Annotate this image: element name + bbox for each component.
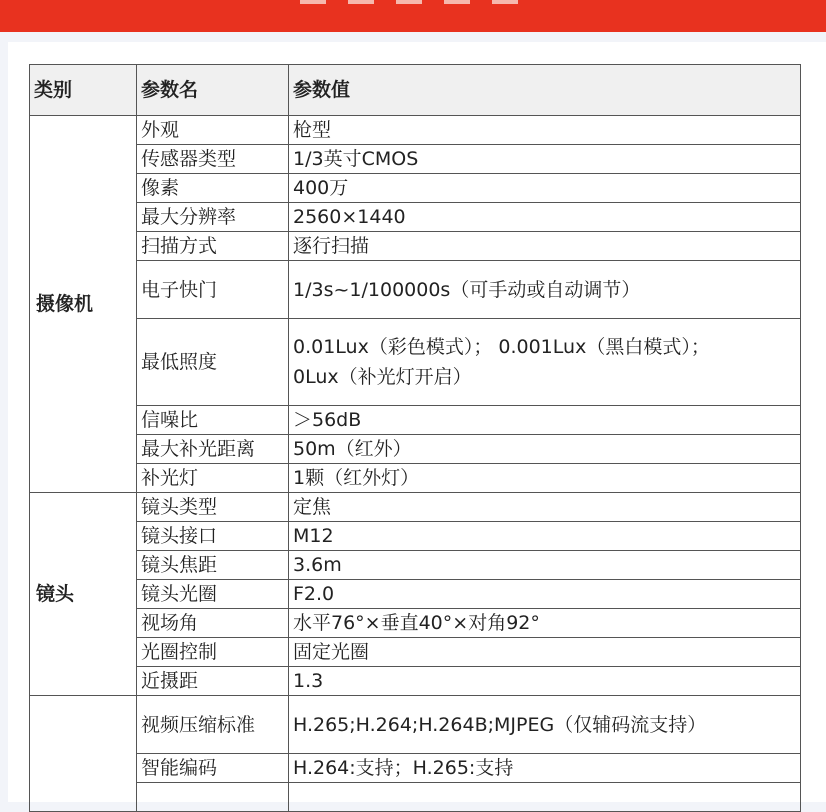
banner-title-fragment: [300, 0, 520, 6]
param-name: 像素: [137, 174, 289, 203]
table-row: [30, 319, 801, 406]
param-name: 光圈控制: [137, 638, 289, 667]
table-row: [30, 638, 801, 667]
param-value: 水平76°×垂直40°×对角92°: [289, 609, 801, 638]
header-param-value: 参数值: [289, 65, 801, 116]
param-name: 外观: [137, 116, 289, 145]
param-value: 2560×1440: [289, 203, 801, 232]
param-value: 400万: [289, 174, 801, 203]
param-value: 1颗（红外灯）: [289, 464, 801, 493]
param-value: 50m（红外）: [289, 435, 801, 464]
table-row: [30, 145, 801, 174]
table-row: [30, 580, 801, 609]
table-row: [30, 116, 801, 145]
param-value: M12: [289, 522, 801, 551]
category-video: [30, 696, 137, 812]
table-row: [30, 174, 801, 203]
param-value: [289, 783, 801, 812]
param-name: 镜头接口: [137, 522, 289, 551]
table-row: [30, 609, 801, 638]
table-row: [30, 522, 801, 551]
table-row: [30, 435, 801, 464]
header-param-name: 参数名: [137, 65, 289, 116]
table-row: [30, 551, 801, 580]
table-row: [30, 232, 801, 261]
param-name: 最大分辨率: [137, 203, 289, 232]
param-name: 补光灯: [137, 464, 289, 493]
param-value: 枪型: [289, 116, 801, 145]
table-row: [30, 493, 801, 522]
table-row: [30, 783, 801, 812]
param-value: H.264:支持；H.265:支持: [289, 754, 801, 783]
param-name: 视场角: [137, 609, 289, 638]
table-row: [30, 464, 801, 493]
param-value: 3.6m: [289, 551, 801, 580]
header-category: 类别: [30, 65, 137, 116]
param-name: 近摄距: [137, 667, 289, 696]
category-lens: 镜头: [30, 493, 137, 696]
param-value: 1/3s~1/100000s（可手动或自动调节）: [289, 261, 801, 319]
param-name: 镜头光圈: [137, 580, 289, 609]
spec-table: [29, 64, 801, 812]
param-name: 信噪比: [137, 406, 289, 435]
category-camera: 摄像机: [30, 116, 137, 493]
param-value-multiline: [289, 319, 801, 406]
table-row: [30, 261, 801, 319]
param-value-line-1: 0.01Lux（彩色模式）； 0.001Lux（黑白模式）；: [293, 336, 710, 358]
param-name: 传感器类型: [137, 145, 289, 174]
top-banner: [0, 0, 826, 32]
param-value: 固定光圈: [289, 638, 801, 667]
param-name: 扫描方式: [137, 232, 289, 261]
table-row: [30, 754, 801, 783]
param-value-line-2: 0Lux（补光灯开启）: [293, 366, 472, 388]
param-name: 电子快门: [137, 261, 289, 319]
table-row: [30, 406, 801, 435]
table-row: [30, 667, 801, 696]
param-value: 1.3: [289, 667, 801, 696]
param-name: 最大补光距离: [137, 435, 289, 464]
param-value: 1/3英寸CMOS: [289, 145, 801, 174]
param-name: 视频压缩标准: [137, 696, 289, 754]
param-value: 定焦: [289, 493, 801, 522]
param-value: H.265;H.264;H.264B;MJPEG（仅辅码流支持）: [289, 696, 801, 754]
table-header-row: [30, 65, 801, 116]
param-name: [137, 783, 289, 812]
table-row: [30, 696, 801, 754]
table-row: [30, 203, 801, 232]
param-name: 智能编码: [137, 754, 289, 783]
param-name: 镜头焦距: [137, 551, 289, 580]
param-name: 镜头类型: [137, 493, 289, 522]
param-value: F2.0: [289, 580, 801, 609]
param-name: 最低照度: [137, 319, 289, 406]
param-value: 逐行扫描: [289, 232, 801, 261]
param-value: ＞56dB: [289, 406, 801, 435]
